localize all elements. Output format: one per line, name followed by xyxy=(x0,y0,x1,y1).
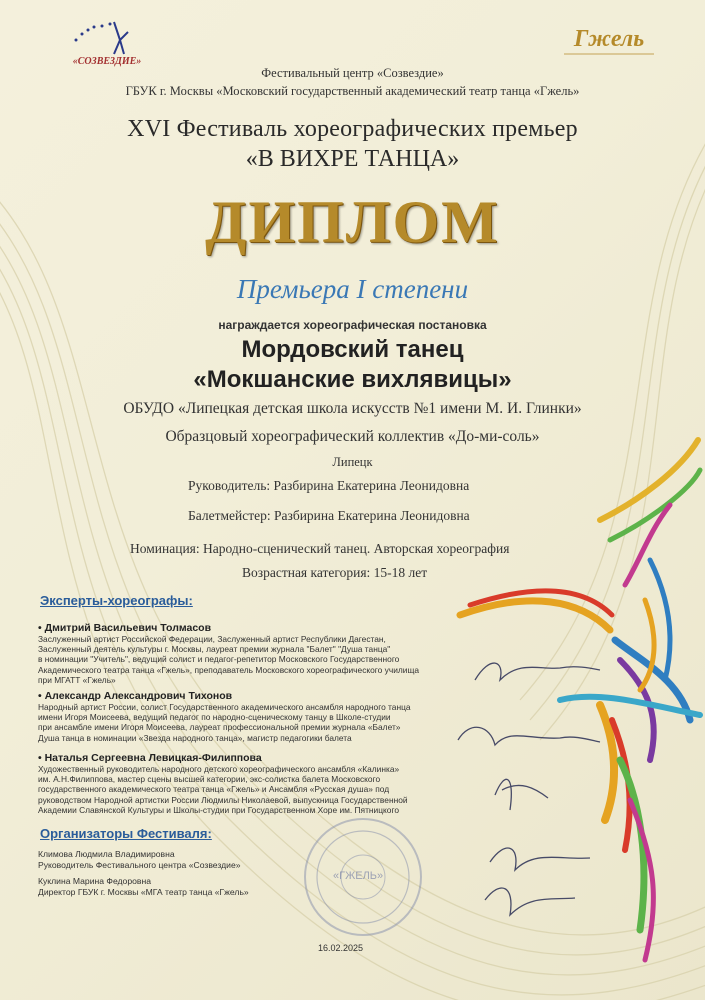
expert-1 xyxy=(38,622,483,685)
institution-name: ОБУДО «Липецкая детская школа искусств №1 имени М. И. Глинки» xyxy=(123,400,582,417)
expert-description: Художественный руководитель народного детского хореографического ансамбля «Калинка» им. А.Н.Филиппова, мастер сцены высшей категории, экс-солистка балета Московского государственного академического театра танца «Гжель» и Ансамбля «Русская душа» под руководством Народной артистки России Людмилы Николаевой, выпускница Государственной Академии Славянской Культуры и Школы-студии при Государственном Хоре им. Пятницкого xyxy=(38,764,408,815)
organizer-role: Руководитель Фестивального центра «Созвездие» xyxy=(38,859,241,870)
work-title-line-2: «Мокшанские вихлявицы» xyxy=(193,366,512,393)
issue-date: 16.02.2025 xyxy=(318,943,364,953)
diploma-heading: ДИПЛОМ xyxy=(205,189,500,255)
gzhel-logo xyxy=(554,20,664,66)
experts-heading: Эксперты-хореографы: xyxy=(40,593,193,608)
expert-description: Народный артист России, солист Государственного академического ансамбля народного танца имени Игоря Моисеева, ведущий педагог по народно-сценическому танцу в Школе-студии при ансамбле имени Игоря Моисеева, лауреат профессиональной премии журнала «Балет» Душа танца в номинации «Звезда народного танца», магистр педагогики балета xyxy=(38,702,411,743)
expert-3 xyxy=(38,752,483,815)
organizer-1 xyxy=(38,849,241,870)
ballet-master: Балетмейстер: Разбирина Екатерина Леонидовна xyxy=(188,508,470,523)
leader: Руководитель: Разбирина Екатерина Леонидовна xyxy=(188,478,470,493)
expert-name: • Александр Александрович Тихонов xyxy=(38,690,233,702)
nomination: Номинация: Народно-сценический танец. Авторская хореография xyxy=(130,541,510,556)
festival-title: XVI Фестиваль хореографических премьер xyxy=(127,116,578,142)
expert-name: • Наталья Сергеевна Левицкая-Филиппова xyxy=(38,752,262,764)
age-category: Возрастная категория: 15-18 лет xyxy=(242,565,428,580)
stamp-text: «ГЖЕЛЬ» xyxy=(333,870,384,882)
work-title-line-1: Мордовский танец xyxy=(241,336,464,363)
dancer-figure xyxy=(460,440,700,960)
awarded-text: награждается хореографическая постановка xyxy=(218,318,487,332)
expert-name: • Дмитрий Васильевич Толмасов xyxy=(38,622,212,634)
collective-name: Образцовый хореографический коллектив «До-ми-соль» xyxy=(165,428,540,445)
organizer-line-1: Фестивальный центр «Созвездие» xyxy=(261,66,444,80)
organizer-name: Климова Людмила Владимировна xyxy=(38,849,175,859)
award-degree: Премьера I степени xyxy=(236,274,469,304)
expert-description: Заслуженный артист Российской Федерации, Заслуженный артист Республики Дагестан, Заслуженный деятель культуры г. Москвы, лауреат премии журнала "Балет" "Душа танца" в номинации "Учитель", ведущий солист и педагог-репетитор Московского Государственного Академического театра танца «Гжель», преподаватель Московского хореографического училища при МГАТТ «Гжель» xyxy=(38,634,420,685)
organizer-2 xyxy=(38,876,249,897)
expert-2 xyxy=(38,690,483,743)
logo-right-text: Гжель xyxy=(573,26,645,52)
logo-left-text: «СОЗВЕЗДИЕ» xyxy=(72,56,142,67)
organizer-role: Директор ГБУК г. Москвы «МГА театр танца «Гжель» xyxy=(38,886,249,897)
organizer-line-2: ГБУК г. Москвы «Московский государственный академический театр танца «Гжель» xyxy=(125,84,580,98)
festival-name: «В ВИХРЕ ТАНЦА» xyxy=(245,146,460,172)
city: Липецк xyxy=(332,455,373,469)
organizers-heading: Организаторы Фестиваля: xyxy=(40,826,212,841)
organizer-name: Куклина Марина Федоровна xyxy=(38,876,151,886)
